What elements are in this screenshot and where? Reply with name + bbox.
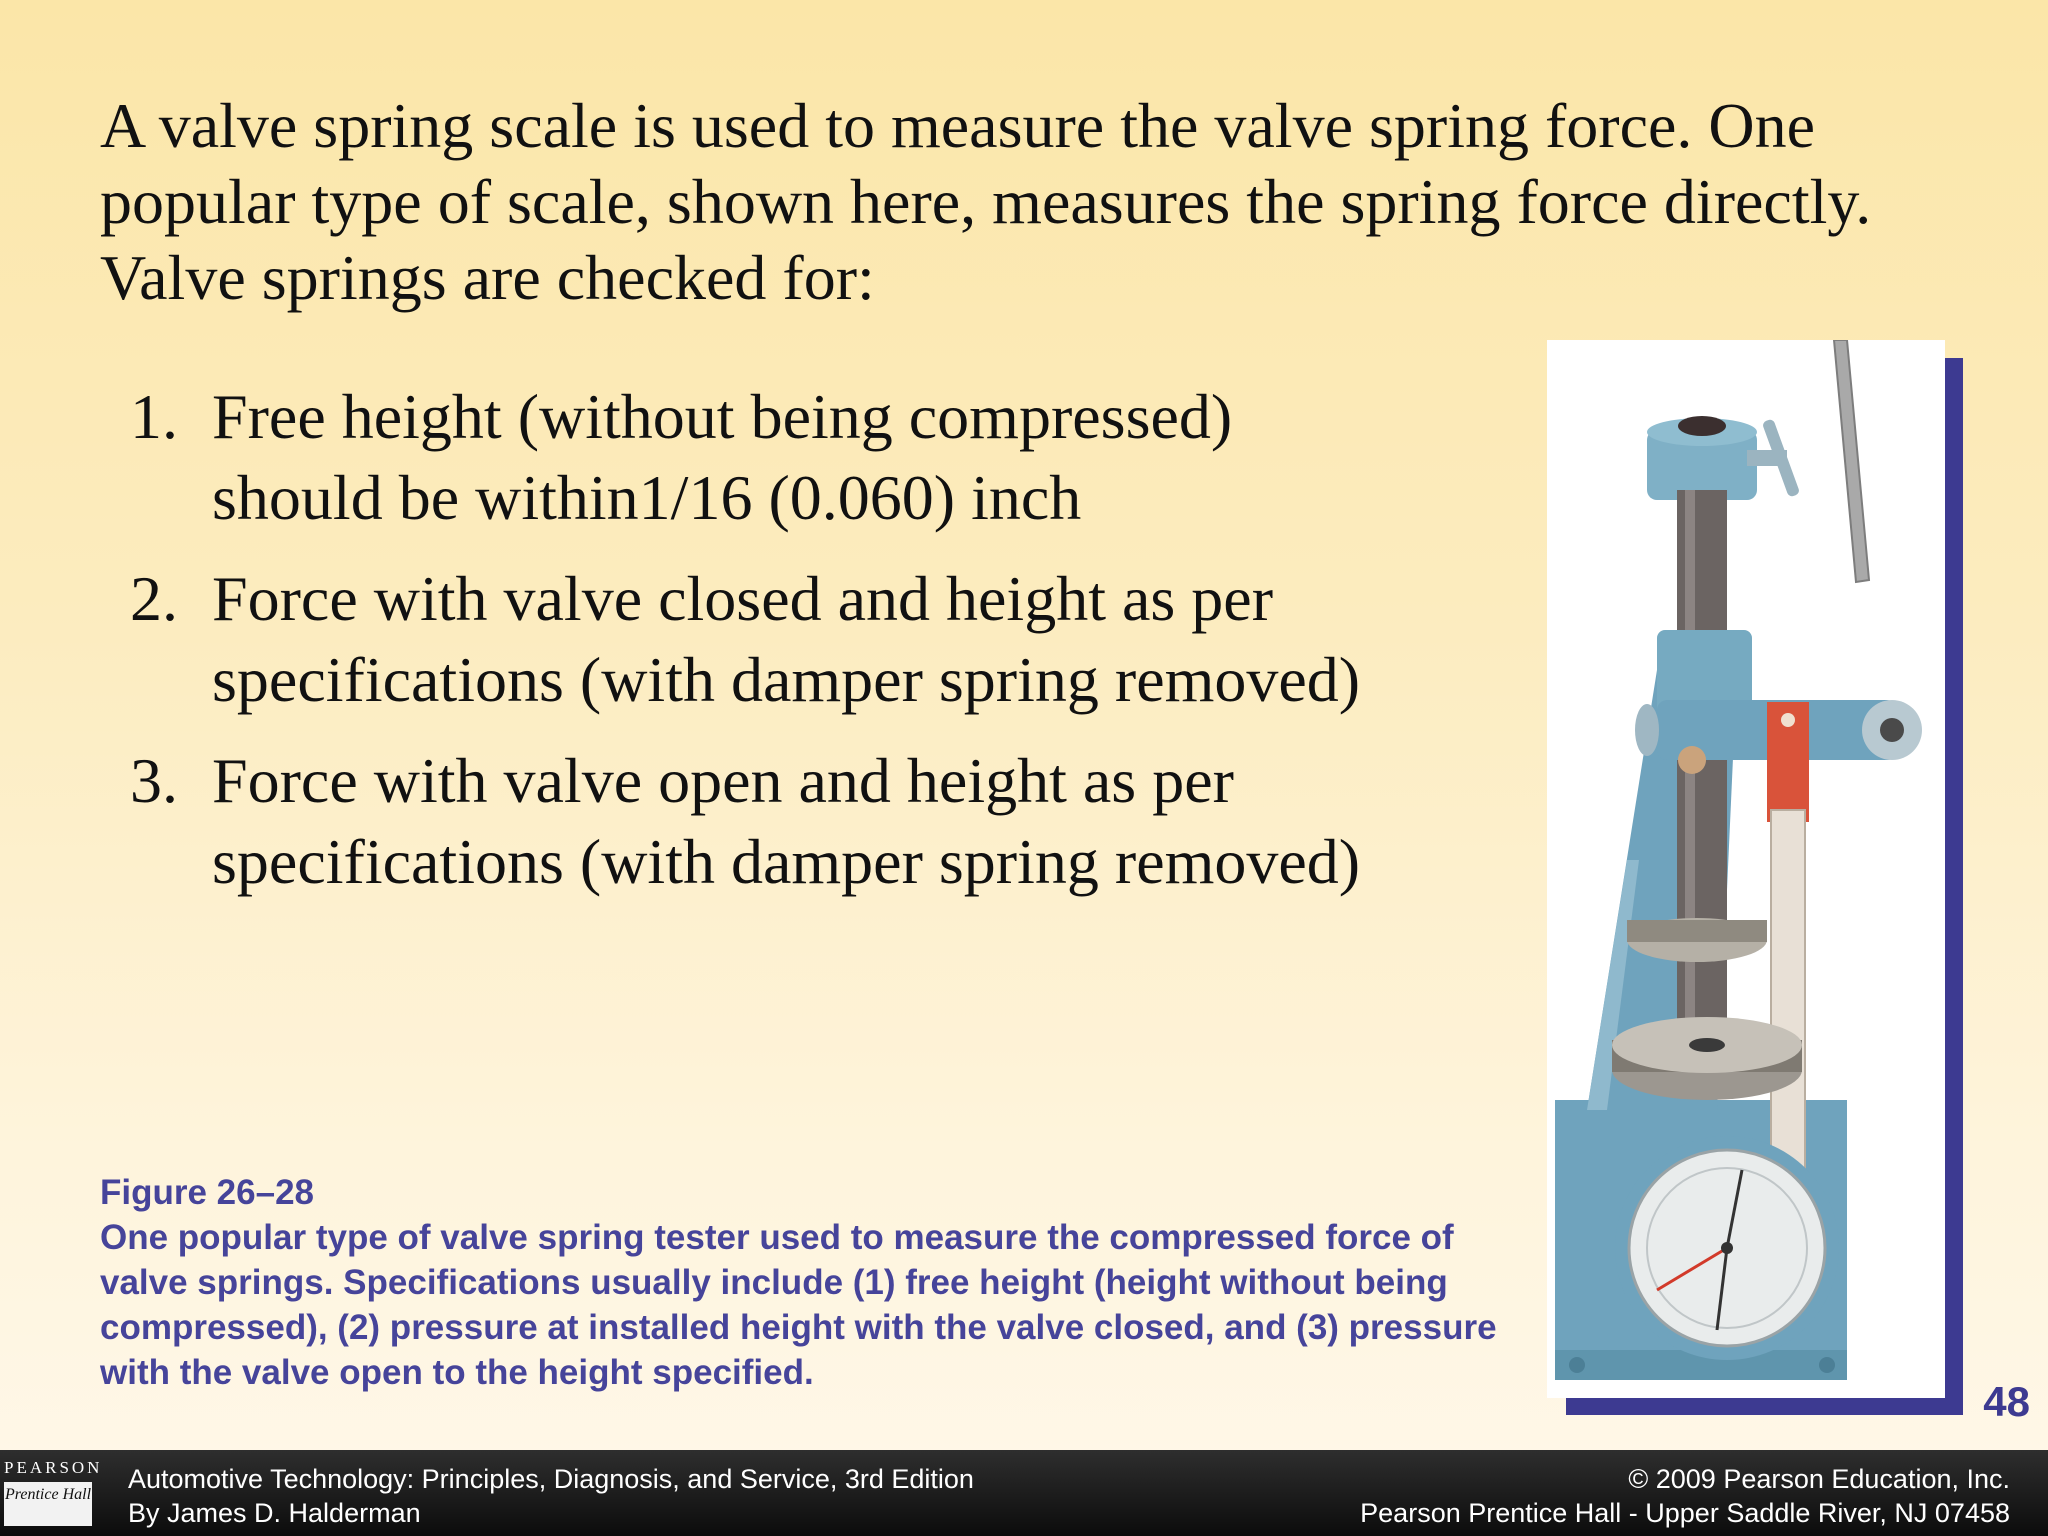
author: By James D. Halderman [128, 1498, 421, 1528]
list-item [130, 558, 1380, 720]
list-number: 2. [130, 563, 178, 634]
book-title: Automotive Technology: Principles, Diagnosis, and Service, 3rd Edition [128, 1464, 974, 1494]
valve-spring-tester-illustration [1547, 340, 1945, 1398]
footer-left [128, 1462, 974, 1530]
list-number: 1. [130, 381, 178, 452]
publisher: Pearson Prentice Hall - Upper Saddle River, NJ 07458 [1360, 1498, 2010, 1528]
list-text: Free height (without being compressed) should be within1/16 (0.060) inch [212, 381, 1233, 533]
copyright: © 2009 Pearson Education, Inc. [1628, 1464, 2010, 1494]
footer-bar [0, 1450, 2048, 1536]
logo-text-top: PEARSON [4, 1458, 103, 1477]
pearson-logo [4, 1458, 104, 1532]
list-item [130, 376, 1380, 538]
check-list [130, 376, 1380, 922]
logo-text-bottom: Prentice Hall [4, 1482, 92, 1526]
list-item [130, 740, 1380, 902]
intro-paragraph: A valve spring scale is used to measure the valve spring force. One popular type of scale, shown here, measures the spring force directly. Valve springs are checked for: [100, 90, 1872, 313]
figure-label: Figure 26–28 [100, 1173, 314, 1212]
figure-caption [100, 1170, 1540, 1395]
valve-spring-tester-photo [1547, 340, 1945, 1398]
page-number: 48 [1983, 1378, 2030, 1425]
list-number: 3. [130, 745, 178, 816]
list-text: Force with valve closed and height as per specifications (with damper spring removed) [212, 563, 1361, 715]
footer-right [1360, 1462, 2010, 1530]
figure-caption-text: One popular type of valve spring tester used to measure the compressed force of valve springs. Specifications usually include (1) free height (height without being compressed), (2) pressure at installed height with the valve closed, and (3) pressure with the valve open to the height specified. [100, 1218, 1497, 1392]
list-text: Force with valve open and height as per specifications (with damper spring removed) [212, 745, 1361, 897]
